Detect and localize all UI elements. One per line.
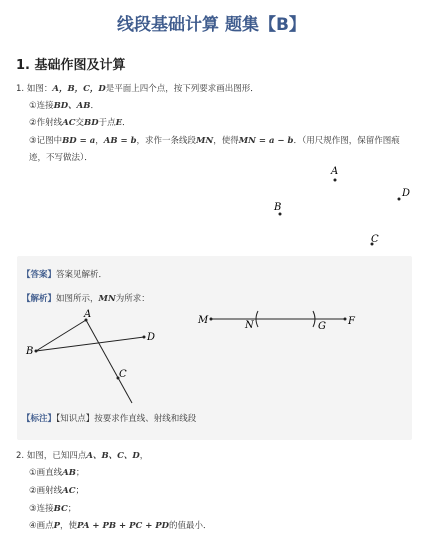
problem-2-step-3 xyxy=(29,503,76,515)
step-math: MN xyxy=(196,136,214,146)
label-n: N xyxy=(245,320,254,331)
step-math: AC xyxy=(62,118,76,128)
stem-suffix: 是平面上四个点，按下列要求画出图形． xyxy=(105,84,259,94)
problem-1-step-2 xyxy=(29,117,131,129)
step-text: ； xyxy=(75,486,85,496)
step-text: ②画射线 xyxy=(29,486,63,496)
step-math: E xyxy=(115,118,123,128)
solution-figure-right xyxy=(195,306,365,336)
analysis-line xyxy=(22,293,150,305)
point-d xyxy=(143,336,146,339)
step-math: BD xyxy=(84,118,99,128)
point-f xyxy=(344,318,347,321)
step-math: P xyxy=(53,521,61,531)
step-text: ①连接 xyxy=(29,101,54,111)
step-math: BC xyxy=(53,504,68,514)
step-text: ，求作一条线段 xyxy=(136,136,197,146)
step-math: MN = a − b xyxy=(238,136,294,146)
step-text: ， xyxy=(95,136,104,146)
point-a xyxy=(334,179,337,182)
stem-points: A，B，C，D xyxy=(52,84,106,94)
label-a: A xyxy=(331,166,339,177)
step-math: AC xyxy=(62,486,76,496)
step-text: ①画直线 xyxy=(29,468,63,478)
solution-figure-left xyxy=(22,306,162,406)
problem-number: 2. xyxy=(16,451,25,461)
page-title: 线段基础计算 题集【B】 xyxy=(117,15,306,35)
problem-2-stem xyxy=(16,450,148,462)
step-math: AB xyxy=(62,468,76,478)
step-text: ④画点 xyxy=(29,521,54,531)
label-c: C xyxy=(119,369,127,380)
step-math: PA + PB + PC + PD xyxy=(77,521,170,531)
segment-ab xyxy=(36,320,86,351)
step-text: ． xyxy=(122,118,131,128)
label-c: C xyxy=(371,234,379,245)
problem-2-step-1 xyxy=(29,467,84,479)
label-m: M xyxy=(198,315,209,326)
step-text: 交 xyxy=(75,118,85,128)
step-math: BD = a xyxy=(62,136,96,146)
step-text: ； xyxy=(67,504,77,514)
label-a: A xyxy=(84,309,92,320)
problem-1-step-3 xyxy=(29,135,400,147)
step-text: ③记图中 xyxy=(29,136,63,146)
point-d xyxy=(398,198,401,201)
stem-prefix: 如图，已知四点 xyxy=(26,451,87,461)
step-math: AB = b xyxy=(103,136,137,146)
analysis-math: MN xyxy=(98,294,116,304)
label-f: F xyxy=(348,316,355,327)
problem-2-step-2 xyxy=(29,485,84,497)
analysis-text: 如图所示， xyxy=(56,294,99,304)
problem-1-figure xyxy=(265,160,415,252)
step-text: 于点 xyxy=(98,118,116,128)
point-b xyxy=(35,350,38,353)
answer-line xyxy=(22,269,107,281)
point-m xyxy=(210,318,213,321)
answer-tag: 【答案】 xyxy=(22,270,57,280)
step-text: ．（用尺规作图，保留作图痕 xyxy=(293,136,400,146)
step-text: ． xyxy=(90,101,99,111)
label-g: G xyxy=(318,321,326,332)
segment-bd xyxy=(36,337,144,351)
stem-suffix: ， xyxy=(139,451,149,461)
analysis-text: 为所求： xyxy=(115,294,150,304)
note-tag: 【标注】 xyxy=(22,414,57,424)
step-text: ； xyxy=(75,468,85,478)
step-math: BD、AB xyxy=(53,101,91,111)
note-text: 【知识点】按要求作直线、射线和线段 xyxy=(56,414,197,424)
step-text: 的值最小． xyxy=(169,521,212,531)
ray-ac xyxy=(86,320,132,403)
stem-prefix: 如图： xyxy=(26,84,53,94)
step-text: ③连接 xyxy=(29,504,54,514)
problem-1-step-1 xyxy=(29,100,99,112)
problem-number: 1. xyxy=(16,84,25,94)
step-text: ，使得 xyxy=(213,136,239,146)
answer-text: 答案见解析． xyxy=(56,270,108,280)
problem-1-stem xyxy=(16,83,259,95)
analysis-tag: 【解析】 xyxy=(22,294,57,304)
section-heading: 1. 基础作图及计算 xyxy=(16,58,126,73)
step-text: ，使 xyxy=(60,521,78,531)
label-d: D xyxy=(402,188,411,199)
problem-2-step-4 xyxy=(29,520,212,532)
label-b: B xyxy=(274,202,282,213)
label-b: B xyxy=(26,346,34,357)
step-text: ②作射线 xyxy=(29,118,63,128)
stem-points: A、B、C、D xyxy=(86,451,140,461)
problem-1-step-3-cont: 迹，不写做法）． xyxy=(29,153,93,163)
label-d: D xyxy=(147,332,156,343)
note-line xyxy=(22,413,196,425)
